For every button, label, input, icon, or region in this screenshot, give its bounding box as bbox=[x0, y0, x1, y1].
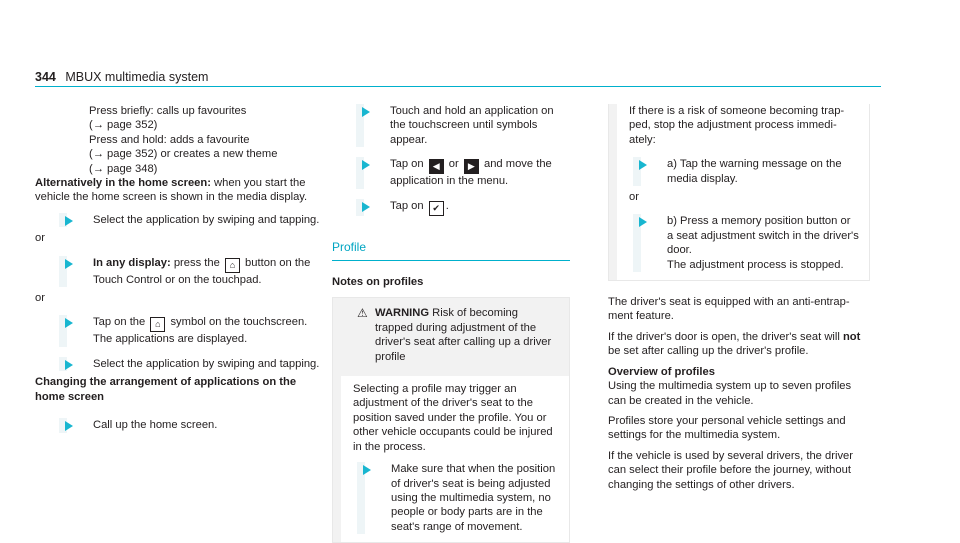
warning-label: WARNING bbox=[375, 307, 430, 320]
step-text: Select the application by swiping and tapping. bbox=[93, 357, 320, 370]
instruction-step bbox=[59, 213, 325, 227]
instruction-step bbox=[59, 256, 325, 287]
step-text: press the bbox=[170, 256, 223, 269]
warning-icon: ⚠ bbox=[357, 306, 368, 321]
home-icon: ⌂ bbox=[150, 317, 165, 332]
press-hold-text: Press and hold: adds a favourite bbox=[89, 133, 250, 146]
instruction-step bbox=[59, 357, 325, 371]
section-rule bbox=[332, 260, 570, 261]
step-result: The applications are displayed. bbox=[93, 333, 248, 346]
left-arrow-icon: ◀ bbox=[429, 159, 444, 174]
body-paragraph: Using the multimedia system up to seven profiles can be created in the vehicle. bbox=[608, 380, 852, 407]
page-ref[interactable]: (→ page 352) or creates a new theme bbox=[89, 148, 278, 161]
column-middle bbox=[332, 104, 570, 543]
risk-text: If there is a risk of someone becoming trapped, stop the adjustment process immediately: bbox=[629, 105, 845, 146]
warning-body bbox=[333, 376, 569, 542]
body-text: If the driver's door is open, the driver's seat will bbox=[608, 330, 843, 343]
body-paragraph bbox=[608, 330, 870, 359]
warning-box bbox=[332, 297, 570, 543]
step-result: The adjustment process is stopped. bbox=[667, 258, 844, 271]
alternative-label: Alternatively in the home screen: bbox=[35, 177, 211, 190]
header-rule bbox=[35, 86, 881, 87]
step-text: Touch and hold an application on the touchscreen until symbols appear. bbox=[390, 105, 554, 146]
step-text: . bbox=[445, 199, 449, 212]
step-text: Tap on bbox=[390, 199, 427, 212]
page-ref[interactable]: (→ page 352) bbox=[89, 119, 158, 132]
step-text: Select the application by swiping and tapping. bbox=[93, 213, 320, 226]
step-text: button on the Touch Control or on the touchpad. bbox=[93, 256, 311, 286]
press-briefly-text: Press briefly: calls up favourites bbox=[89, 105, 247, 117]
confirm-check-icon: ✔ bbox=[429, 201, 444, 216]
body-paragraph: Profiles store your personal vehicle settings and settings for the multimedia system. bbox=[608, 414, 846, 442]
step-text: a) Tap the warning message on the media display. bbox=[667, 158, 842, 185]
step-text: b) Press a memory position button or a seat adjustment switch in the driver's door. bbox=[667, 215, 859, 257]
right-arrow-icon: ▶ bbox=[464, 159, 479, 174]
or-text: or bbox=[629, 191, 639, 204]
section-heading: Changing the arrangement of applications on the home screen bbox=[35, 376, 297, 403]
page-number: 344 bbox=[35, 70, 56, 84]
instruction-step bbox=[356, 157, 570, 188]
overview-heading: Overview of profiles bbox=[608, 365, 715, 378]
step-text: Make sure that when the position of driver's seat is being adjusted using the multimedia system, no people or body parts are in the seat's range of movement. bbox=[391, 463, 556, 533]
page-ref[interactable]: (→ page 348) bbox=[89, 162, 158, 175]
alternative-text: when you start the vehicle the home screen is shown in the media display. bbox=[35, 177, 308, 204]
or-text: or bbox=[35, 292, 45, 305]
home-icon: ⌂ bbox=[225, 258, 240, 273]
step-label: In any display: bbox=[93, 256, 171, 269]
column-right bbox=[608, 104, 870, 492]
instruction-step bbox=[357, 462, 559, 534]
notes-heading: Notes on profiles bbox=[332, 276, 424, 289]
instruction-step bbox=[356, 104, 570, 147]
instruction-step bbox=[356, 199, 570, 216]
instruction-step bbox=[633, 157, 859, 186]
warning-text: Selecting a profile may trigger an adjustment of the driver's seat to the position saved under the profile. You or other vehicle occupants could be injured in the process. bbox=[353, 383, 553, 453]
body-paragraph: If the vehicle is used by several drivers, the driver can select their profile before the journey, without changing the settings of other drivers. bbox=[608, 449, 853, 491]
warning-body bbox=[609, 104, 869, 280]
step-text: Call up the home screen. bbox=[93, 419, 218, 432]
alternative-paragraph bbox=[35, 176, 325, 205]
step-text: Tap on the bbox=[93, 316, 149, 329]
warning-title: Risk of becoming trapped during adjustment of the driver's seat after calling up a driver profile bbox=[375, 307, 552, 363]
page-title: MBUX multimedia system bbox=[65, 70, 209, 84]
step-text: Tap on bbox=[390, 158, 427, 171]
column-left bbox=[35, 104, 325, 433]
warning-continuation-box bbox=[608, 104, 870, 281]
body-text: be set after calling up the driver's profile. bbox=[608, 345, 809, 358]
instruction-step bbox=[633, 214, 859, 272]
or-text: or bbox=[35, 232, 45, 245]
body-paragraph: The driver's seat is equipped with an anti-entrapment feature. bbox=[608, 296, 850, 323]
instruction-step bbox=[59, 418, 325, 432]
section-title: Profile bbox=[332, 239, 367, 254]
step-text: symbol on the touchscreen. bbox=[167, 316, 308, 329]
step-text: or bbox=[445, 158, 462, 171]
instruction-step bbox=[59, 315, 325, 346]
step-text: and move the application in the menu. bbox=[390, 158, 552, 188]
warning-header bbox=[333, 298, 569, 376]
page-header bbox=[35, 70, 208, 84]
emphasis-text: not bbox=[842, 330, 861, 343]
